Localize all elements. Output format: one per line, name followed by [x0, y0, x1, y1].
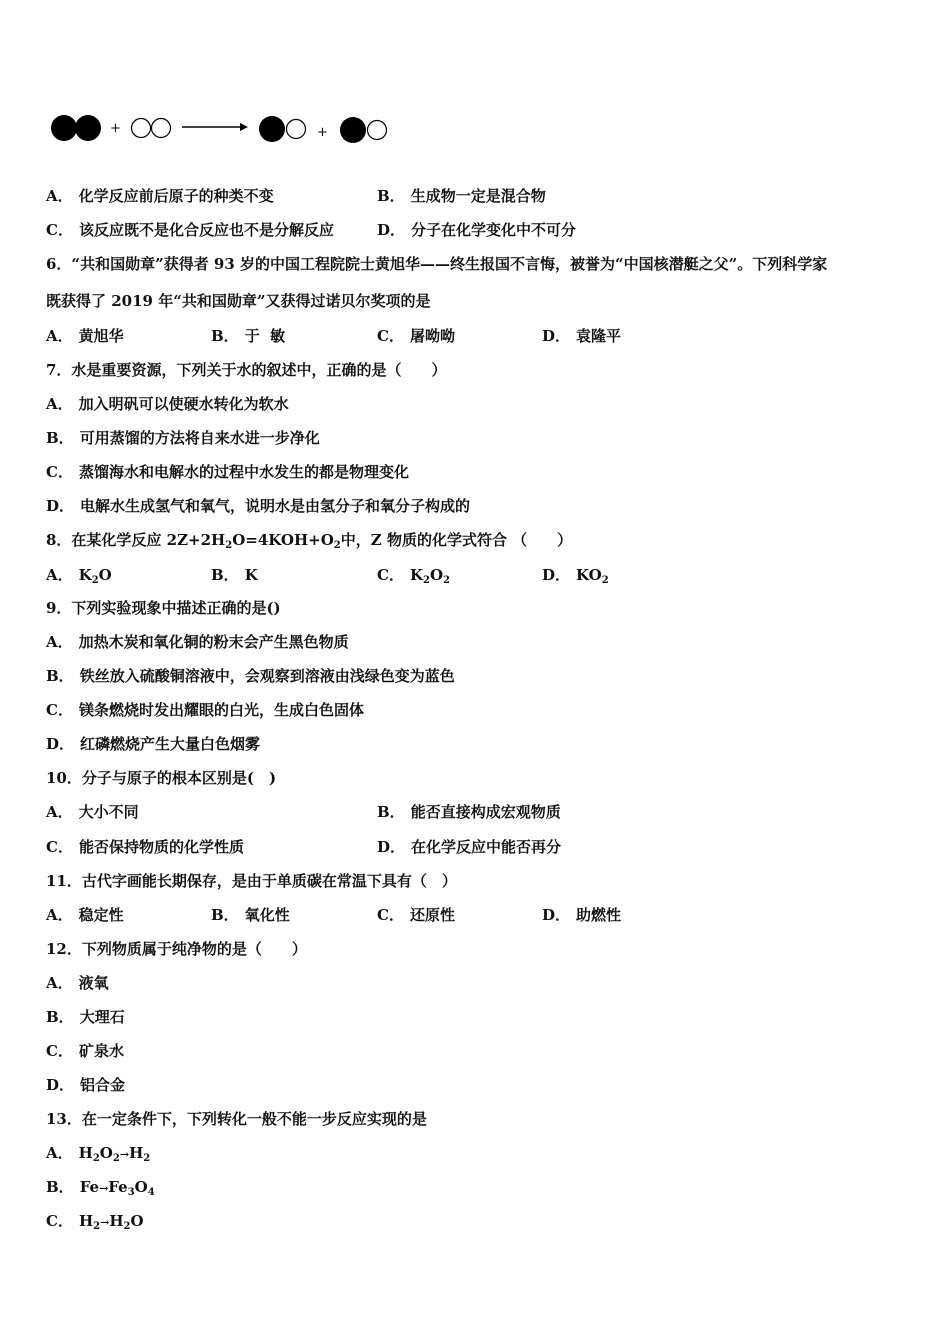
q11-option-a[interactable]: A． 稳定性 — [46, 906, 124, 924]
q7-stem: 7．水是重要资源，下列关于水的叙述中，正确的是（ ） — [46, 361, 447, 379]
q5-option-b[interactable]: B． 生成物一定是混合物 — [377, 187, 546, 205]
q5-option-a[interactable]: A． 化学反应前后原子的种类不变 — [46, 187, 274, 205]
q6-option-b[interactable]: B． 于 敏 — [211, 327, 286, 345]
q10-option-b[interactable]: B． 能否直接构成宏观物质 — [377, 803, 561, 821]
q11-option-b[interactable]: B． 氧化性 — [211, 906, 290, 924]
q8-option-b[interactable]: B． K — [211, 566, 258, 584]
reactant-molecule-white-white — [132, 119, 171, 138]
q6-stem-line2: 既获得了 2019 年“共和国勋章”又获得过诺贝尔奖项的是 — [46, 292, 431, 310]
product-molecule-black-white-2 — [340, 117, 387, 143]
q9-stem: 9．下列实验现象中描述正确的是() — [46, 599, 281, 617]
reaction-diagram — [44, 106, 404, 150]
q6-option-d[interactable]: D． 袁隆平 — [542, 327, 622, 345]
q13-stem: 13．在一定条件下，下列转化一般不能一步反应实现的是 — [46, 1110, 427, 1128]
reactant-molecule-black-black — [51, 115, 101, 141]
q11-stem: 11．古代字画能长期保存，是由于单质碳在常温下具有（ ） — [46, 872, 457, 890]
q10-stem: 10．分子与原子的根本区别是( ) — [46, 769, 277, 787]
q5-option-d[interactable]: D． 分子在化学变化中不可分 — [377, 221, 577, 239]
q11-option-d[interactable]: D． 助燃性 — [542, 906, 622, 924]
q7-option-a[interactable]: A． 加入明矾可以使硬水转化为软水 — [46, 395, 289, 413]
q12-stem: 12．下列物质属于纯净物的是（ ） — [46, 940, 307, 958]
q7-option-d[interactable]: D． 电解水生成氢气和氧气，说明水是由氢分子和氧分子构成的 — [46, 497, 471, 515]
q12-option-a[interactable]: A． 液氧 — [46, 974, 109, 992]
q10-option-c[interactable]: C． 能否保持物质的化学性质 — [46, 838, 244, 856]
q8-option-a[interactable]: A． $K_2O$ — [46, 566, 112, 586]
q6-stem-line1: 6．“共和国勋章”获得者 93 岁的中国工程院院士黄旭华——终生报国不言悔，被誉为“中国核潜艇之父”。下列科学家 — [46, 255, 828, 273]
q9-option-a[interactable]: A． 加热木炭和氧化铜的粉末会产生黑色物质 — [46, 633, 349, 651]
q7-option-b[interactable]: B． 可用蒸馏的方法将自来水进一步净化 — [46, 429, 320, 447]
q8-option-c[interactable]: C． $K_2O_2$ — [377, 566, 451, 586]
q8-option-d[interactable]: D． $KO_2$ — [542, 566, 609, 586]
arrow-icon: → — [100, 1216, 110, 1229]
q6-option-a[interactable]: A． 黄旭华 — [46, 327, 124, 345]
q12-option-c[interactable]: C． 矿泉水 — [46, 1042, 124, 1060]
q12-option-d[interactable]: D． 铝合金 — [46, 1076, 126, 1094]
q11-option-c[interactable]: C． 还原性 — [377, 906, 455, 924]
q7-option-c[interactable]: C． 蒸馏海水和电解水的过程中水发生的都是物理变化 — [46, 463, 409, 481]
q6-option-c[interactable]: C． 屠呦呦 — [377, 327, 455, 345]
q5-option-c[interactable]: C． 该反应既不是化合反应也不是分解反应 — [46, 221, 334, 239]
q9-option-c[interactable]: C． 镁条燃烧时发出耀眼的白光，生成白色固体 — [46, 701, 364, 719]
q12-option-b[interactable]: B． 大理石 — [46, 1008, 125, 1026]
product-molecule-black-white-1 — [259, 116, 306, 142]
q13-option-b[interactable]: B． $Fe\to Fe_3O_4$ — [46, 1178, 155, 1198]
q13-option-c[interactable]: C． $H_2\to H_2O$ — [46, 1212, 144, 1232]
arrow-icon: → — [119, 1148, 130, 1161]
q13-option-a[interactable]: A． $H_2O_2\to H_2$ — [46, 1144, 151, 1164]
reaction-arrow — [182, 123, 248, 131]
plus-sign-1: + — [110, 121, 121, 136]
arrow-icon: → — [99, 1182, 109, 1195]
q9-option-b[interactable]: B． 铁丝放入硫酸铜溶液中，会观察到溶液由浅绿色变为蓝色 — [46, 667, 455, 685]
q9-option-d[interactable]: D． 红磷燃烧产生大量白色烟雾 — [46, 735, 261, 753]
q10-option-a[interactable]: A． 大小不同 — [46, 803, 139, 821]
plus-sign-2: + — [317, 125, 328, 140]
q8-stem: 8．在某化学反应 $2Z+2H_2O=4KOH+O_2$中，Z 物质的化学式符合 （ ） — [46, 531, 573, 551]
q10-option-d[interactable]: D． 在化学反应中能否再分 — [377, 838, 562, 856]
